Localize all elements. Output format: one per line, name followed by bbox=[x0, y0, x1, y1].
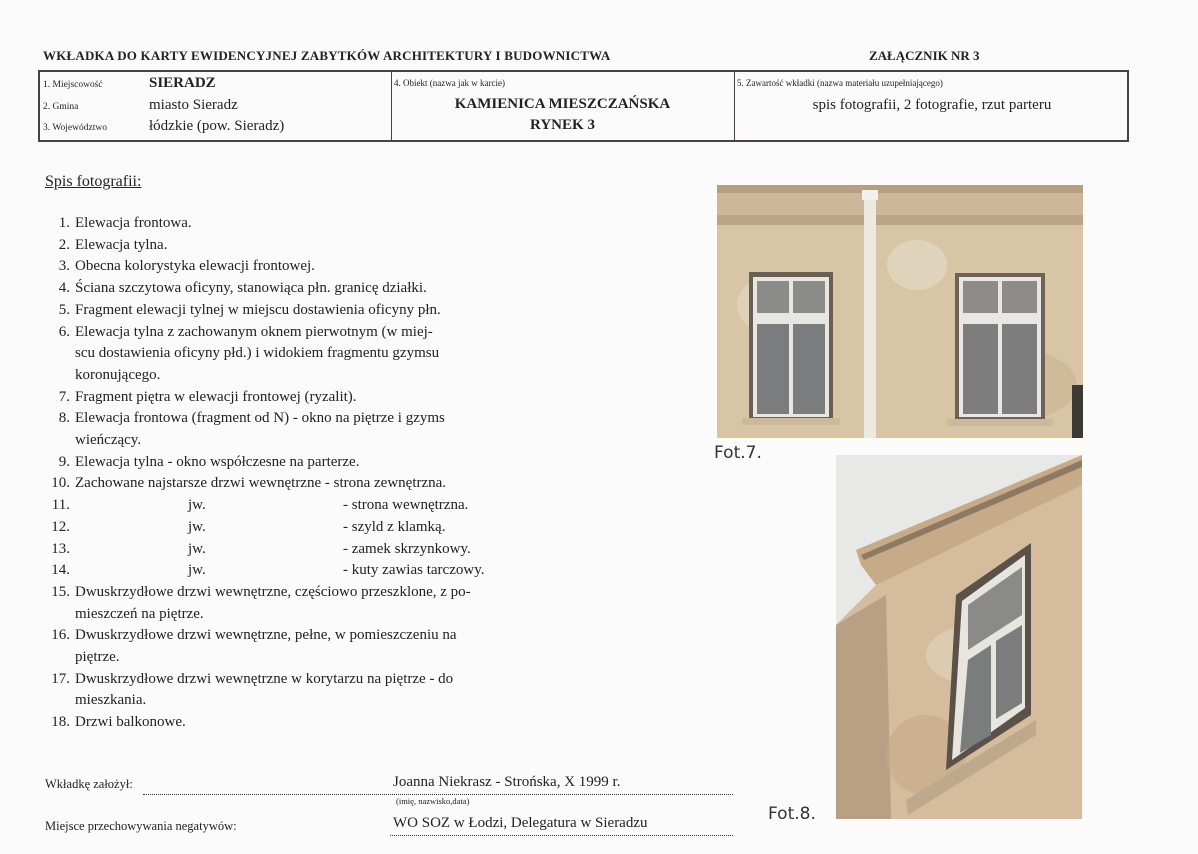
commune-label: 2. Gmina bbox=[43, 102, 79, 112]
list-item-line: Elewacja frontowa (fragment od N) - okno na piętrze i gzyms bbox=[75, 410, 445, 427]
list-item bbox=[45, 539, 525, 561]
caption-fot7: Fot.7. bbox=[714, 443, 762, 463]
list-item-line: Zachowane najstarsze drzwi wewnętrzne - strona zewnętrzna. bbox=[75, 475, 447, 492]
author-value: Joanna Niekrasz - Strońska, X 1999 r. bbox=[393, 774, 621, 790]
jw-description: - kuty zawias tarczowy. bbox=[343, 562, 485, 579]
photo-list-title: Spis fotografii: bbox=[45, 173, 142, 190]
voivodeship-value: łódzkie (pow. Sieradz) bbox=[149, 118, 285, 134]
list-item-text bbox=[75, 560, 525, 582]
jw-mark: jw. bbox=[188, 562, 206, 579]
list-item-number: 7. bbox=[58, 388, 70, 405]
list-item bbox=[45, 235, 525, 257]
object-name: KAMIENICA MIESZCZAŃSKA bbox=[454, 96, 671, 112]
list-item-number: 14. bbox=[51, 562, 70, 579]
list-item-number: 11. bbox=[51, 497, 70, 514]
list-item bbox=[45, 473, 525, 495]
jw-spacer bbox=[75, 539, 188, 561]
author-hint: (imię, nazwisko,data) bbox=[396, 796, 470, 806]
list-item-number: 8. bbox=[58, 410, 70, 427]
list-item-line: Ściana szczytowa oficyny, stanowiąca płn. granicę działki. bbox=[75, 280, 427, 297]
list-item-number: 4. bbox=[58, 280, 70, 297]
list-item-line: Dwuskrzydłowe drzwi wewnętrzne w korytarzu na piętrze - do bbox=[75, 670, 454, 687]
list-item-line: Obecna kolorystyka elewacji frontowej. bbox=[75, 258, 315, 275]
list-item-line: scu dostawienia oficyny płd.) i widokiem fragmentu gzymsu bbox=[75, 345, 440, 362]
list-item-text bbox=[75, 452, 525, 474]
object-column bbox=[391, 72, 735, 140]
list-item bbox=[45, 712, 525, 734]
list-item bbox=[45, 582, 525, 625]
object-address: RYNEK 3 bbox=[530, 117, 595, 133]
list-item bbox=[45, 278, 525, 300]
list-item-line: wieńczący. bbox=[75, 432, 142, 449]
info-box bbox=[38, 70, 1129, 142]
list-item-number: 17. bbox=[51, 670, 70, 687]
storage-line bbox=[390, 835, 733, 836]
list-item-number: 3. bbox=[58, 258, 70, 275]
list-item-line: Elewacja frontowa. bbox=[75, 215, 192, 231]
list-item bbox=[45, 322, 525, 387]
jw-spacer bbox=[75, 495, 188, 517]
list-item-line: Elewacja tylna - okno współczesne na parterze. bbox=[75, 453, 360, 470]
voivodeship-label: 3. Województwo bbox=[43, 123, 107, 133]
list-item-number: 1. bbox=[58, 215, 70, 231]
list-item-text bbox=[75, 582, 525, 625]
list-item-text bbox=[75, 712, 525, 734]
list-item-line: koronującego. bbox=[75, 366, 161, 383]
list-item-text bbox=[75, 495, 525, 517]
storage-value: WO SOZ w Łodzi, Delegatura w Sieradzu bbox=[393, 815, 648, 831]
list-item-text bbox=[75, 256, 525, 278]
photo-8-image bbox=[836, 455, 1082, 819]
jw-spacer bbox=[75, 560, 188, 582]
photo-7-image bbox=[717, 185, 1083, 438]
list-item-text bbox=[75, 625, 525, 668]
list-item-text bbox=[75, 473, 525, 495]
list-item-line: Drzwi balkonowe. bbox=[75, 714, 186, 731]
list-item-number: 15. bbox=[51, 583, 70, 600]
list-item-line: Elewacja tylna. bbox=[75, 236, 168, 253]
list-item-number: 10. bbox=[51, 475, 70, 492]
caption-fot8: Fot.8. bbox=[768, 804, 816, 824]
list-item bbox=[45, 452, 525, 474]
author-label: Wkładkę założył: bbox=[45, 777, 133, 791]
list-item-text bbox=[75, 322, 525, 387]
jw-mark: jw. bbox=[188, 518, 206, 535]
list-item-line: Elewacja tylna z zachowanym oknem pierwotnym (w miej- bbox=[75, 323, 433, 340]
content-label: 5. Zawartość wkładki (nazwa materiału uzupełniającego) bbox=[737, 78, 943, 88]
photo-7 bbox=[717, 185, 1083, 438]
locality-label: 1. Miejscowość bbox=[43, 80, 103, 90]
author-line bbox=[143, 794, 733, 795]
list-item bbox=[45, 387, 525, 409]
list-item-text bbox=[75, 669, 525, 712]
attachment-number: ZAŁĄCZNIK NR 3 bbox=[869, 48, 980, 63]
jw-mark: jw. bbox=[188, 540, 206, 557]
list-item-text bbox=[75, 213, 525, 235]
photo-list bbox=[45, 213, 525, 734]
locality-value: SIERADZ bbox=[149, 75, 216, 91]
list-item-text bbox=[75, 235, 525, 257]
storage-label: Miejsce przechowywania negatywów: bbox=[45, 819, 237, 833]
list-item-text bbox=[75, 539, 525, 561]
list-item bbox=[45, 256, 525, 278]
list-item-line: Dwuskrzydłowe drzwi wewnętrzne, pełne, w pomieszczeniu na bbox=[75, 627, 457, 644]
content-value: spis fotografii, 2 fotografie, rzut parteru bbox=[812, 97, 1052, 113]
list-item-text bbox=[75, 408, 525, 451]
location-column bbox=[40, 72, 392, 140]
list-item bbox=[45, 300, 525, 322]
list-item-number: 2. bbox=[58, 236, 70, 253]
object-label: 4. Obiekt (nazwa jak w karcie) bbox=[394, 78, 505, 88]
list-item-number: 12. bbox=[51, 518, 70, 535]
list-item-text bbox=[75, 278, 525, 300]
form-title: WKŁADKA DO KARTY EWIDENCYJNEJ ZABYTKÓW ARCHITEKTURY I BUDOWNICTWA bbox=[43, 48, 611, 63]
jw-spacer bbox=[75, 517, 188, 539]
list-item-line: Fragment piętra w elewacji frontowej (ryzalit). bbox=[75, 388, 357, 405]
list-item bbox=[45, 408, 525, 451]
content-column bbox=[737, 72, 1127, 140]
commune-value: miasto Sieradz bbox=[149, 97, 238, 113]
list-item-line: piętrze. bbox=[75, 649, 120, 666]
list-item bbox=[45, 213, 525, 235]
jw-description: - zamek skrzynkowy. bbox=[343, 540, 471, 557]
list-item-text bbox=[75, 300, 525, 322]
list-item bbox=[45, 625, 525, 668]
list-item-number: 5. bbox=[58, 301, 70, 318]
list-item bbox=[45, 560, 525, 582]
list-item bbox=[45, 517, 525, 539]
list-item-number: 6. bbox=[58, 323, 70, 340]
list-item-text bbox=[75, 517, 525, 539]
photo-8 bbox=[836, 455, 1082, 819]
list-item-number: 16. bbox=[51, 627, 70, 644]
list-item-line: Dwuskrzydłowe drzwi wewnętrzne, częściowo przeszklone, z po- bbox=[75, 583, 471, 600]
list-item-line: mieszkania. bbox=[75, 692, 147, 709]
list-item-number: 9. bbox=[58, 453, 70, 470]
list-item-line: Fragment elewacji tylnej w miejscu dostawienia oficyny płn. bbox=[75, 301, 441, 318]
list-item bbox=[45, 495, 525, 517]
jw-description: - szyld z klamką. bbox=[343, 518, 446, 535]
list-item-text bbox=[75, 387, 525, 409]
jw-mark: jw. bbox=[188, 497, 206, 514]
list-item-number: 18. bbox=[51, 714, 70, 731]
jw-description: - strona wewnętrzna. bbox=[343, 497, 469, 514]
list-item bbox=[45, 669, 525, 712]
list-item-number: 13. bbox=[51, 540, 70, 557]
list-item-line: mieszczeń na piętrze. bbox=[75, 605, 204, 622]
